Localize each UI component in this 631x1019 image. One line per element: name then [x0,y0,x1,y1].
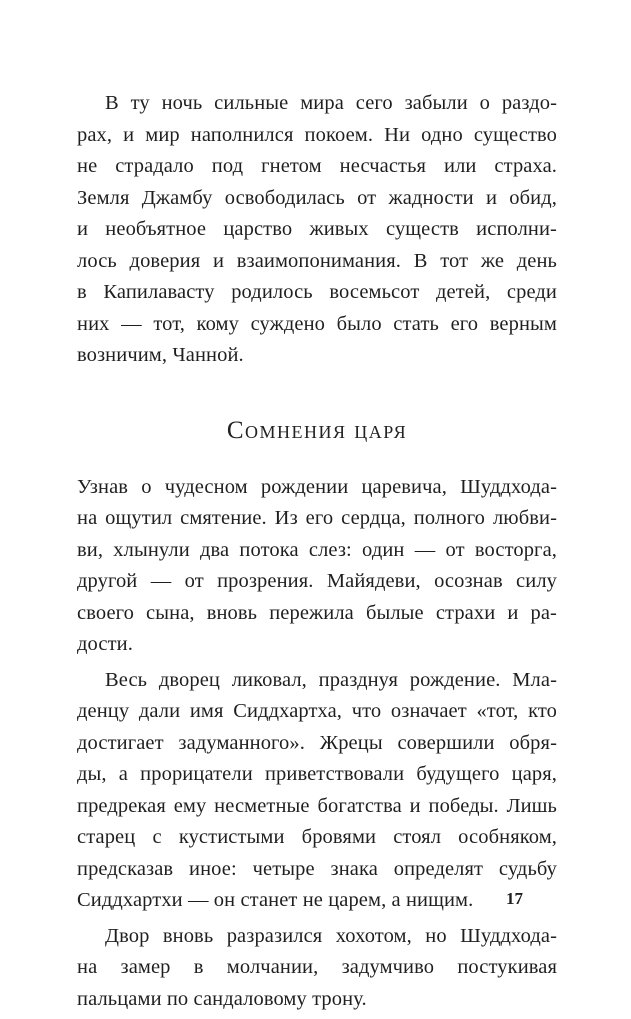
text-line: лось доверия и взаимопонимания. В тот же день [77,249,557,272]
text-line: рах, и мир наполнился покоем. Ни одно существо [77,123,557,146]
text-line: денцу дали имя Сиддхартха, что означает «тот, кто [77,700,557,722]
text-line: дости. [77,633,133,655]
text-line: другой — от прозрения. Майядеви, осознав силу [77,570,557,592]
text-line: Весь дворец ликовал, празднуя рождение. Мла- [105,668,557,691]
text-line: своего сына, вновь пережила былые страхи и ра- [77,601,557,624]
paragraph-2 [77,472,557,661]
book-page [77,88,557,1019]
paragraph-1 [77,88,557,372]
text-line: предрекая ему несметные богатства и победы. Лишь [77,794,557,817]
paragraph-4 [77,921,557,1016]
text-line: на замер в молчании, задумчиво постукивая [77,956,557,978]
text-line: предсказав иное: четыре знака определят судьбу [77,857,557,880]
text-line: Земля Джамбу освободилась от жадности и обид, [77,186,557,209]
text-line: на ощутил смятение. Из его сердца, полного любви- [77,507,557,529]
paragraph-3 [77,665,557,917]
text-line: возничим, Чанной. [77,344,244,366]
text-line: ды, а прорицатели приветствовали будущего царя, [77,763,557,785]
page-number: 17 [506,889,523,908]
text-line: не страдало под гнетом несчастья или страха. [77,155,557,177]
section-heading: Сомнения царя [226,416,408,444]
text-line: и необъятное царство живых существ исполни- [77,218,557,240]
text-line: них — тот, кому суждено было стать его верным [77,312,557,335]
text-line: в Капилавасту родилось восемьсот детей, среди [77,281,557,303]
text-line: ви, хлынули два потока слез: один — от восторга, [77,538,557,561]
text-line: В ту ночь сильные мира сего забыли о раздо- [105,92,557,114]
text-line: пальцами по сандаловому трону. [77,987,367,1010]
text-line: старец с кустистыми бровями стоял особняком, [77,826,557,848]
text-line: достигает задуманного». Жрецы совершили обря- [77,731,557,754]
text-line: Двор вновь разразился хохотом, но Шуддхода- [105,924,557,947]
text-line: Сиддхартхи — он станет не царем, а нищим. [77,889,474,911]
text-line: Узнав о чудесном рождении царевича, Шуддхода- [77,475,557,498]
